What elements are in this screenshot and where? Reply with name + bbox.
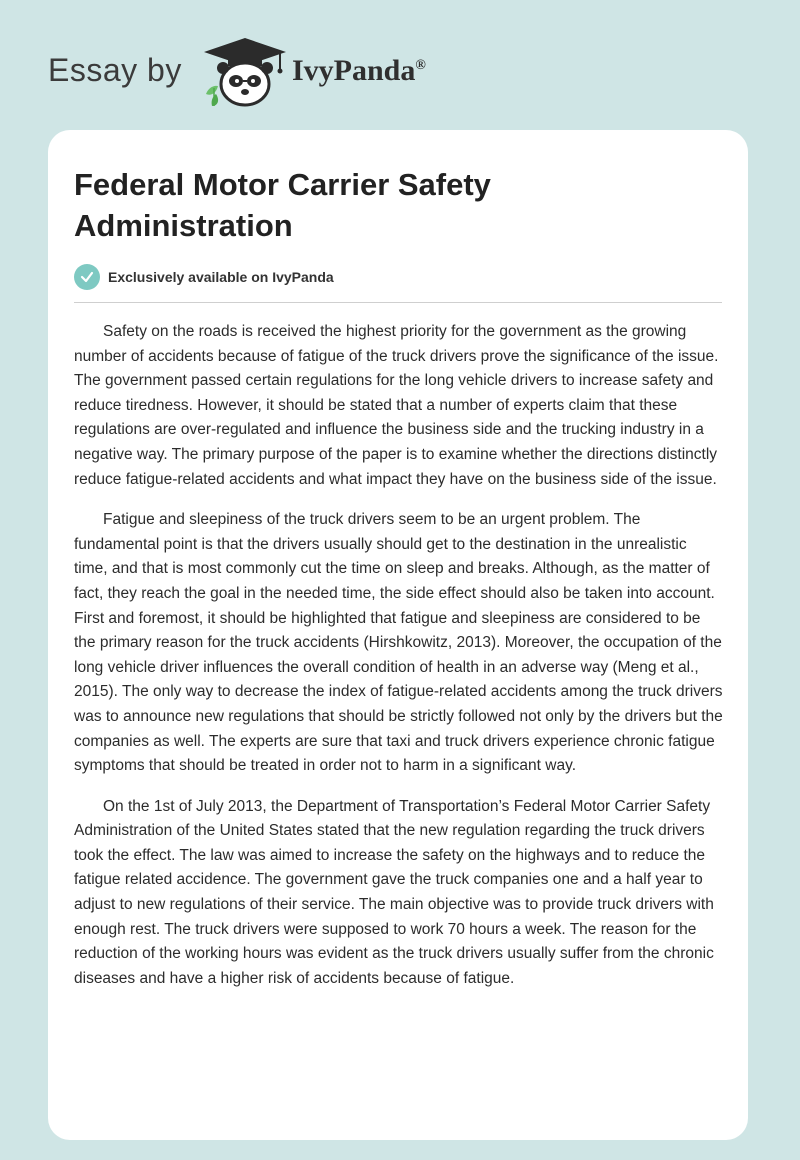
exclusive-label: Exclusively available on IvyPanda xyxy=(108,269,334,285)
paragraph: Fatigue and sleepiness of the truck drivers seem to be an urgent problem. The fundamental point is that the drivers usually should get to the destination in the unrealistic time, and that is most commonly cut the time on sleep and breaks. Although, as the matter of fact, they reach the goal in the needed time, the side effect should also be taken into account. First and foremost, it should be highlighted that fatigue and sleepiness are considered to be the primary reason for the truck accidents (Hirshkowitz, 2013). Moreover, the occupation of the long vehicle driver influences the overall condition of health in an adverse way (Meng et al., 2015). The only way to decrease the index of fatigue-related accidents among the truck drivers was to announce new regulations that should be strictly followed not only by the drivers but the companies as well. The experts are sure that taxi and truck drivers experience chronic fatigue symptoms that should be treated in order not to harm in a significant way. xyxy=(74,511,723,775)
registered-mark: ® xyxy=(415,58,426,73)
divider xyxy=(74,302,722,303)
brand-name[interactable]: IvyPanda® xyxy=(292,54,426,87)
article-title: Federal Motor Carrier Safety Administration xyxy=(74,167,491,243)
essay-by-label: Essay by xyxy=(48,52,182,88)
checkmark-icon xyxy=(74,264,100,290)
paragraph: Safety on the roads is received the highest priority for the government as the growing number of accidents because of fatigue of the truck drivers prove the significance of the issue. The government passed certain regulations for the long vehicle drivers to increase safety and reduce tiredness. However, it should be stated that a number of experts claim that these regulations are over-regulated and influence the business side and the trucking industry in a negative way. The primary purpose of the paper is to examine whether the directions distinctly reduce fatigue-related accidents and what impact they have on the business side of the issue. xyxy=(74,323,719,488)
exclusive-badge xyxy=(74,264,334,290)
panda-logo-icon[interactable] xyxy=(200,36,290,108)
site-header xyxy=(0,0,800,120)
paragraph: On the 1st of July 2013, the Department of Transportation’s Federal Motor Carrier Safety Administration of the United States stated that the new regulation regarding the truck drivers took the effect. The law was aimed to increase the safety on the highways and to reduce the fatigue related accidence. The government gave the truck companies one and a half year to adjust to new regulations of their service. The main objective was to provide truck drivers with enough rest. The truck drivers were supposed to work 70 hours a week. The reason for the reduction of the working hours was evident as the truck drivers usually suffer from the chronic diseases and have a higher risk of accidents because of fatigue. xyxy=(74,797,714,987)
article-card xyxy=(48,130,748,1140)
article-body xyxy=(74,320,724,1007)
